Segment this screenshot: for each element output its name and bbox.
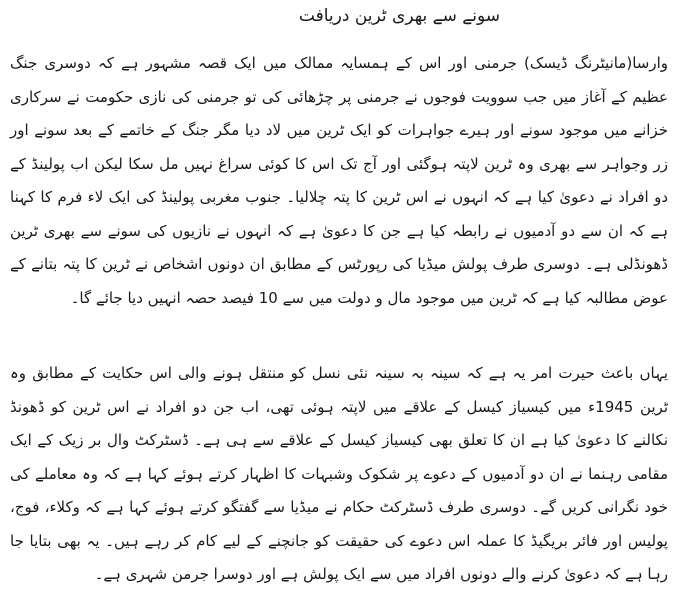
article-paragraph-1: وارسا(مانیٹرنگ ڈیسک) جرمنی اور اس کے ہمسایہ ممالک میں ایک قصہ مشہور ہے کہ دوسری جنگ عظیم کے آغاز میں جب سوویت فوجوں نے جرمنی پر چڑھائی کی تو جرمنی کی نازی حکومت نے سرکاری خزانے میں موجود سونے اور ہیرے جواہرات کو ایک ٹرین میں لاد دیا مگر جنگ کے خاتمے کے بعد سونے اور زر وجواہر سے بھری وہ ٹرین لاپتہ ہوگئی اور آج تک اس کا کوئی سراغ نہیں مل سکا لیکن اب پولینڈ کے دو افراد نے دعویٰ کیا ہے کہ انہوں نے اس ٹرین کا پتہ چلالیا۔ جنوب مغربی پولینڈ کی ایک لاء فرم کا کہنا ہے کہ ان سے دو آدمیوں نے رابطہ کیا ہے جن کا دعویٰ ہے کہ انہوں نے نازیوں کی سونے سے بھری ٹرین ڈھونڈلی ہے۔ دوسری طرف پولش میڈیا کی رپورٹس کے مطابق ان دونوں اشخاص نے ٹرین کا پتہ بتانے کے عوض مطالبہ کیا ہے کہ ٹرین میں موجود مال و دولت میں سے 10 فیصد حصہ انہیں دیا جائے گا۔: [10, 54, 668, 307]
article-paragraph-2: یہاں باعث حیرت امر یہ ہے کہ سینہ بہ سینہ نئی نسل کو منتقل ہونے والی اس حکایت کے مطابق وہ ٹرین 1945ء میں کیسیاز کیسل کے علاقے میں لاپتہ ہوئی تھی، اب جن دو افراد نے اس ٹرین کو ڈھونڈ نکالنے کا دعویٰ کیا ہے ان کا تعلق بھی کیسیاز کیسل کے علاقے سے ہی ہے۔ ڈسٹرکٹ وال بر زیک کے ایک مقامی رہنما نے ان دو آدمیوں کے دعوے پر شکوک وشبہات کا اظہار کرتے ہوئے کہا ہے کہ وہ معاملے کی خود نگرانی کریں گے۔ دوسری طرف ڈسٹرکٹ حکام نے میڈیا سے گفتگو کرتے ہوئے کہا ہے کہ وکلاء، فوج، پولیس اور فائر بریگیڈ کا عملہ اس دعوے کی حقیقت کو جانچنے کے لیے کام کر رہے ہیں۔ یہ بھی بتایا جا رہا ہے کہ دعویٰ کرنے والے دونوں افراد میں سے ایک پولش ہے اور دوسرا جرمن شہری ہے۔: [10, 364, 669, 583]
article-headline: سونے سے بھری ٹرین دریافت: [298, 6, 500, 26]
